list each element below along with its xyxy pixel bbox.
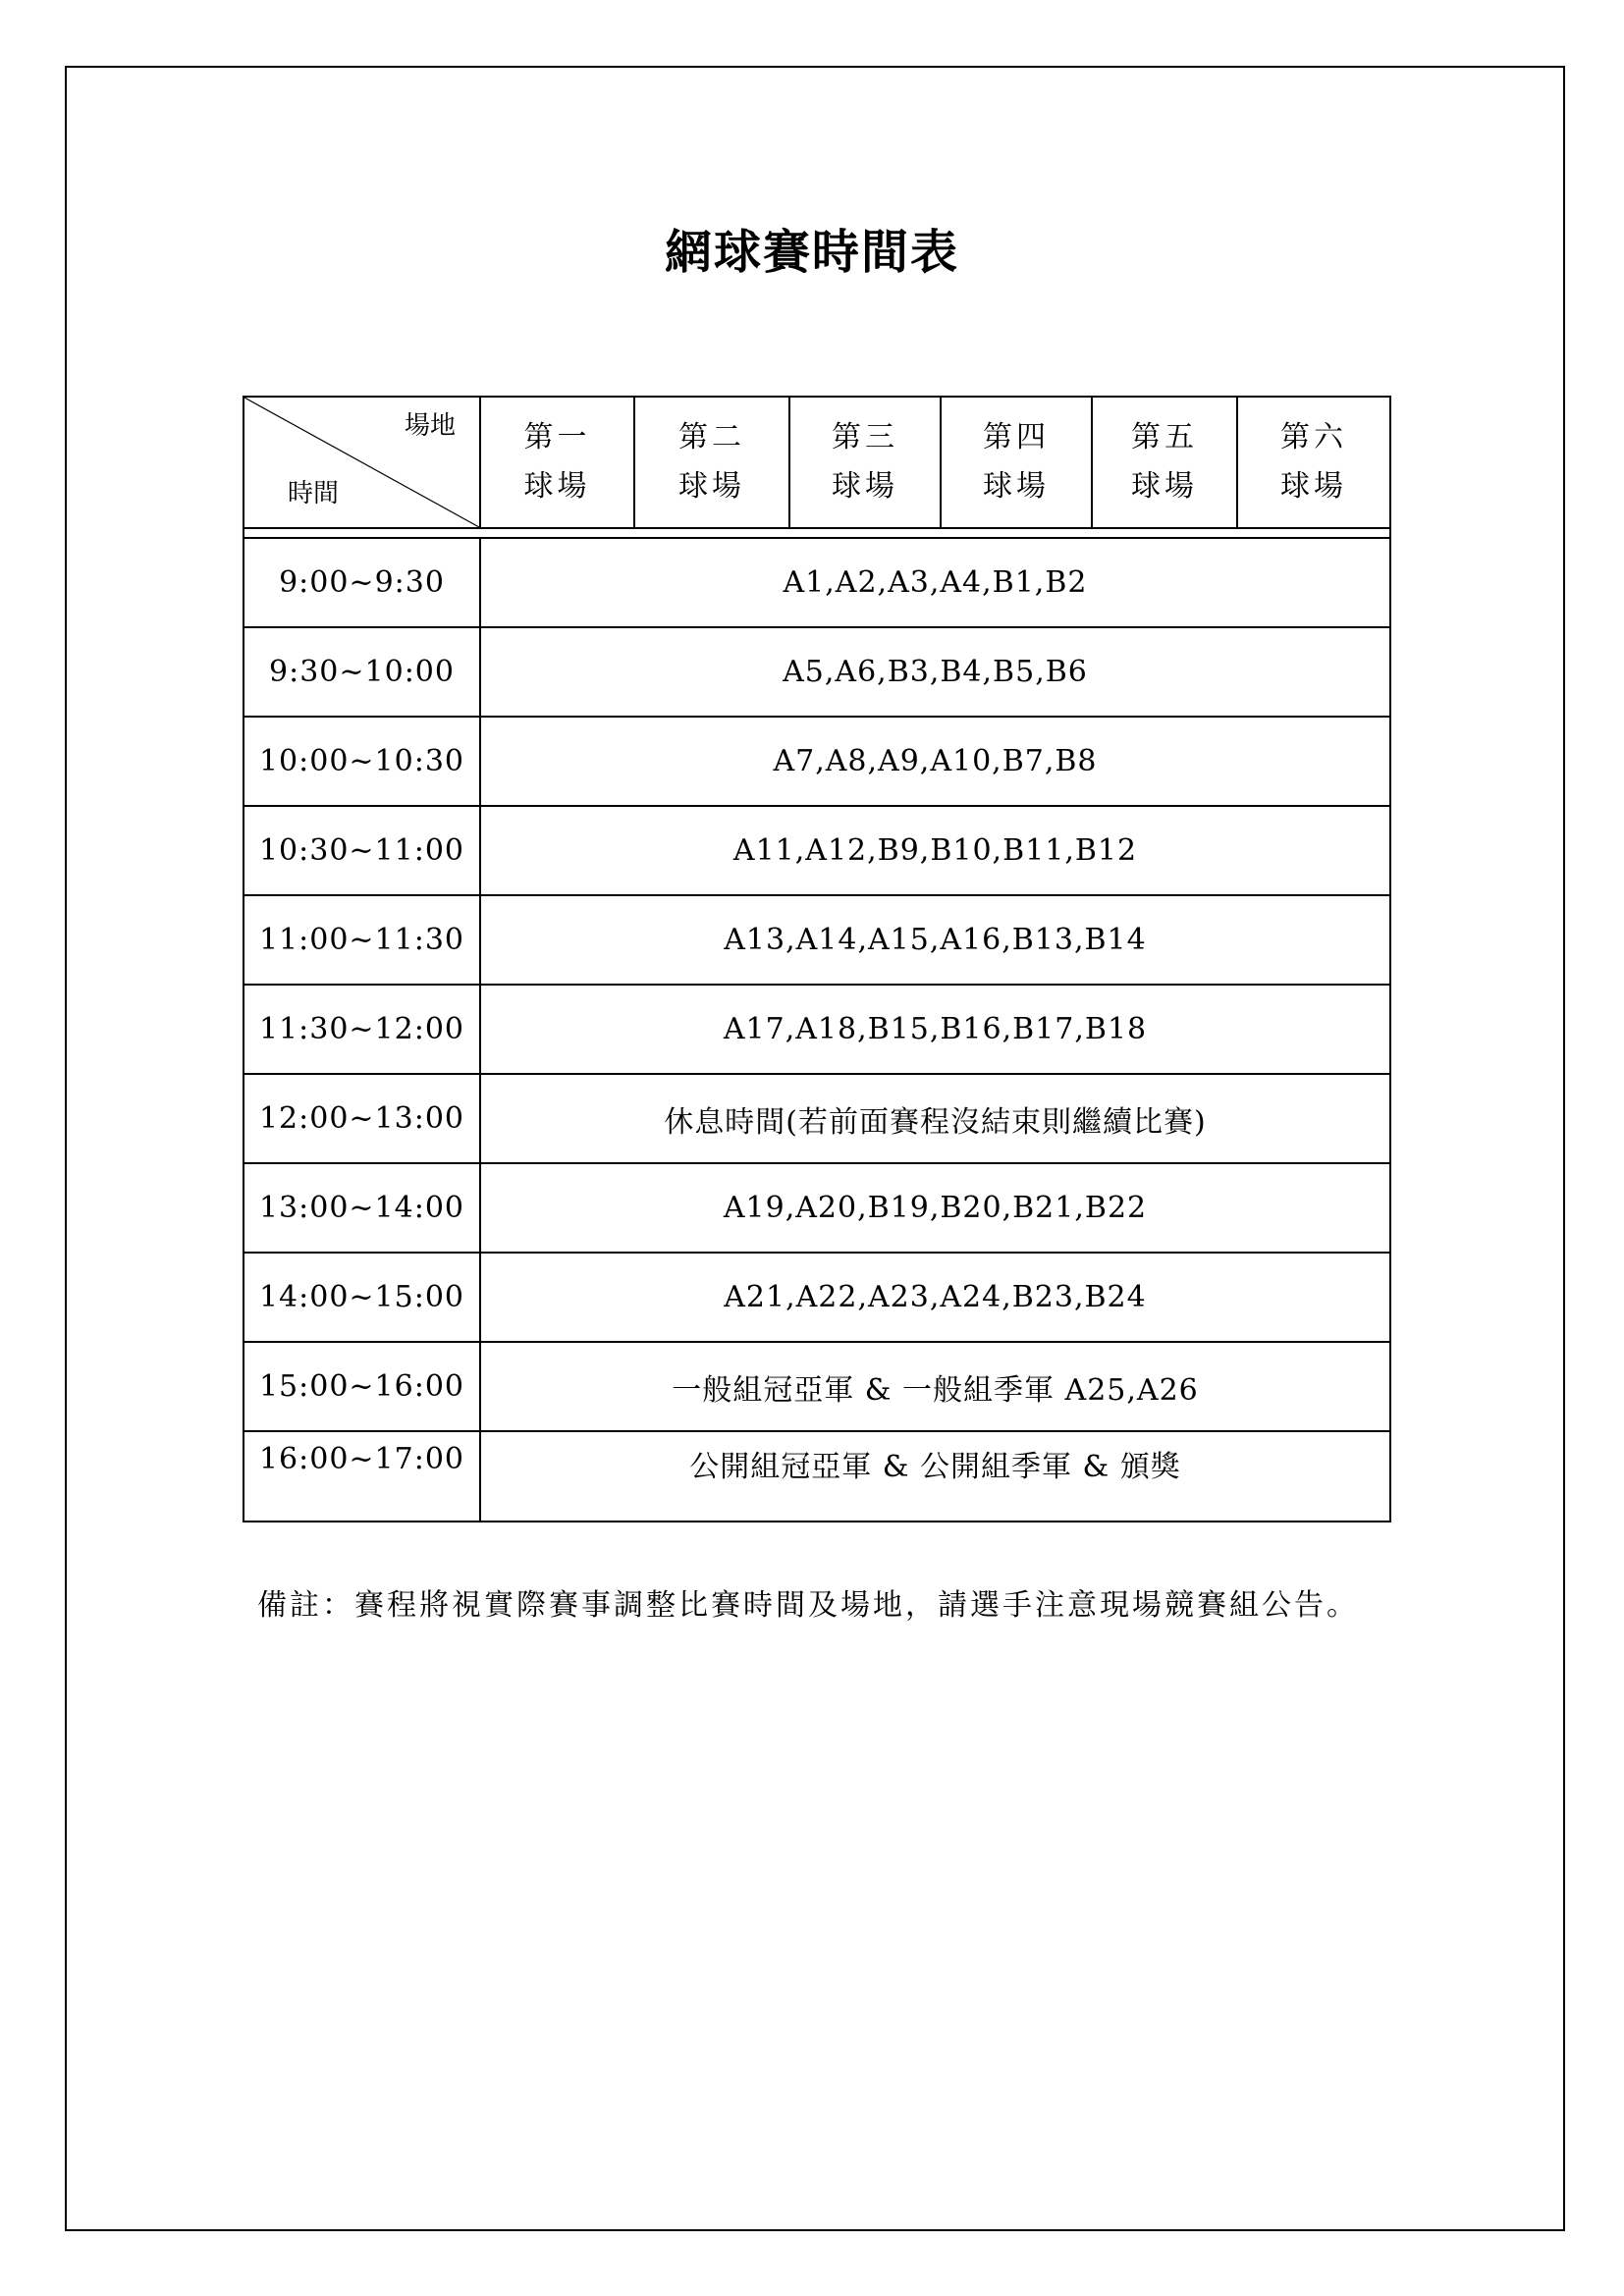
time-slot-cell: 9:00~9:30	[244, 538, 480, 627]
court-header-line1: 第六	[1280, 420, 1347, 454]
games-cell: 公開組冠亞軍 & 公開組季軍 & 頒獎	[480, 1431, 1390, 1522]
games-cell: A19,A20,B19,B20,B21,B22	[480, 1163, 1390, 1253]
time-slot-cell: 9:30~10:00	[244, 627, 480, 717]
court-header-line1: 第一	[523, 420, 591, 454]
court-header-line1: 第三	[832, 420, 898, 454]
time-slot-cell: 11:00~11:30	[244, 895, 480, 985]
footnote: 備註：賽程將視實際賽事調整比賽時間及場地，請選手注意現場競賽組公告。	[257, 1588, 1359, 1623]
time-slot-cell: 10:00~10:30	[244, 717, 480, 806]
games-cell: A11,A12,B9,B10,B11,B12	[480, 806, 1390, 895]
header-separator	[244, 528, 1390, 538]
games-cell: A17,A18,B15,B16,B17,B18	[480, 985, 1390, 1074]
table-row	[244, 1163, 1390, 1253]
time-slot-cell: 14:00~15:00	[244, 1253, 480, 1342]
time-slot-cell: 13:00~14:00	[244, 1163, 480, 1253]
table-row	[244, 1431, 1390, 1522]
table-row	[244, 1253, 1390, 1342]
court-header-2	[634, 397, 789, 528]
separator-cell	[244, 528, 1390, 538]
time-slot-cell: 11:30~12:00	[244, 985, 480, 1074]
venue-header-label: 場地	[404, 411, 456, 441]
court-header-5	[1092, 397, 1237, 528]
time-slot-cell: 16:00~17:00	[244, 1431, 480, 1522]
header-row	[244, 397, 1390, 528]
table-row	[244, 627, 1390, 717]
table-row	[244, 985, 1390, 1074]
court-header-line2: 球場	[523, 469, 591, 504]
table-row	[244, 806, 1390, 895]
court-header-line2: 球場	[983, 469, 1050, 504]
schedule-table	[243, 396, 1391, 1522]
time-slot-cell: 15:00~16:00	[244, 1342, 480, 1431]
games-cell: A7,A8,A9,A10,B7,B8	[480, 717, 1390, 806]
court-header-line2: 球場	[832, 469, 898, 504]
court-header-line2: 球場	[1280, 469, 1347, 504]
court-header-line2: 球場	[678, 469, 745, 504]
court-header-line1: 第五	[1131, 420, 1198, 454]
court-header-3	[789, 397, 941, 528]
games-cell: A21,A22,A23,A24,B23,B24	[480, 1253, 1390, 1342]
table-row	[244, 717, 1390, 806]
time-header-label: 時間	[288, 479, 340, 508]
games-cell: 一般組冠亞軍 & 一般組季軍 A25,A26	[480, 1342, 1390, 1431]
page-title: 網球賽時間表	[664, 225, 959, 280]
table-row	[244, 1342, 1390, 1431]
corner-header-cell	[244, 397, 480, 528]
games-cell: A13,A14,A15,A16,B13,B14	[480, 895, 1390, 985]
table-row	[244, 538, 1390, 627]
games-cell: A5,A6,B3,B4,B5,B6	[480, 627, 1390, 717]
court-header-1	[480, 397, 634, 528]
games-cell: 休息時間(若前面賽程沒結束則繼續比賽)	[480, 1074, 1390, 1163]
table-row	[244, 895, 1390, 985]
court-header-line2: 球場	[1131, 469, 1198, 504]
court-header-6	[1237, 397, 1390, 528]
time-slot-cell: 12:00~13:00	[244, 1074, 480, 1163]
table-row	[244, 1074, 1390, 1163]
court-header-line1: 第二	[678, 420, 745, 454]
games-cell: A1,A2,A3,A4,B1,B2	[480, 538, 1390, 627]
court-header-4	[941, 397, 1092, 528]
time-slot-cell: 10:30~11:00	[244, 806, 480, 895]
court-header-line1: 第四	[983, 420, 1050, 454]
